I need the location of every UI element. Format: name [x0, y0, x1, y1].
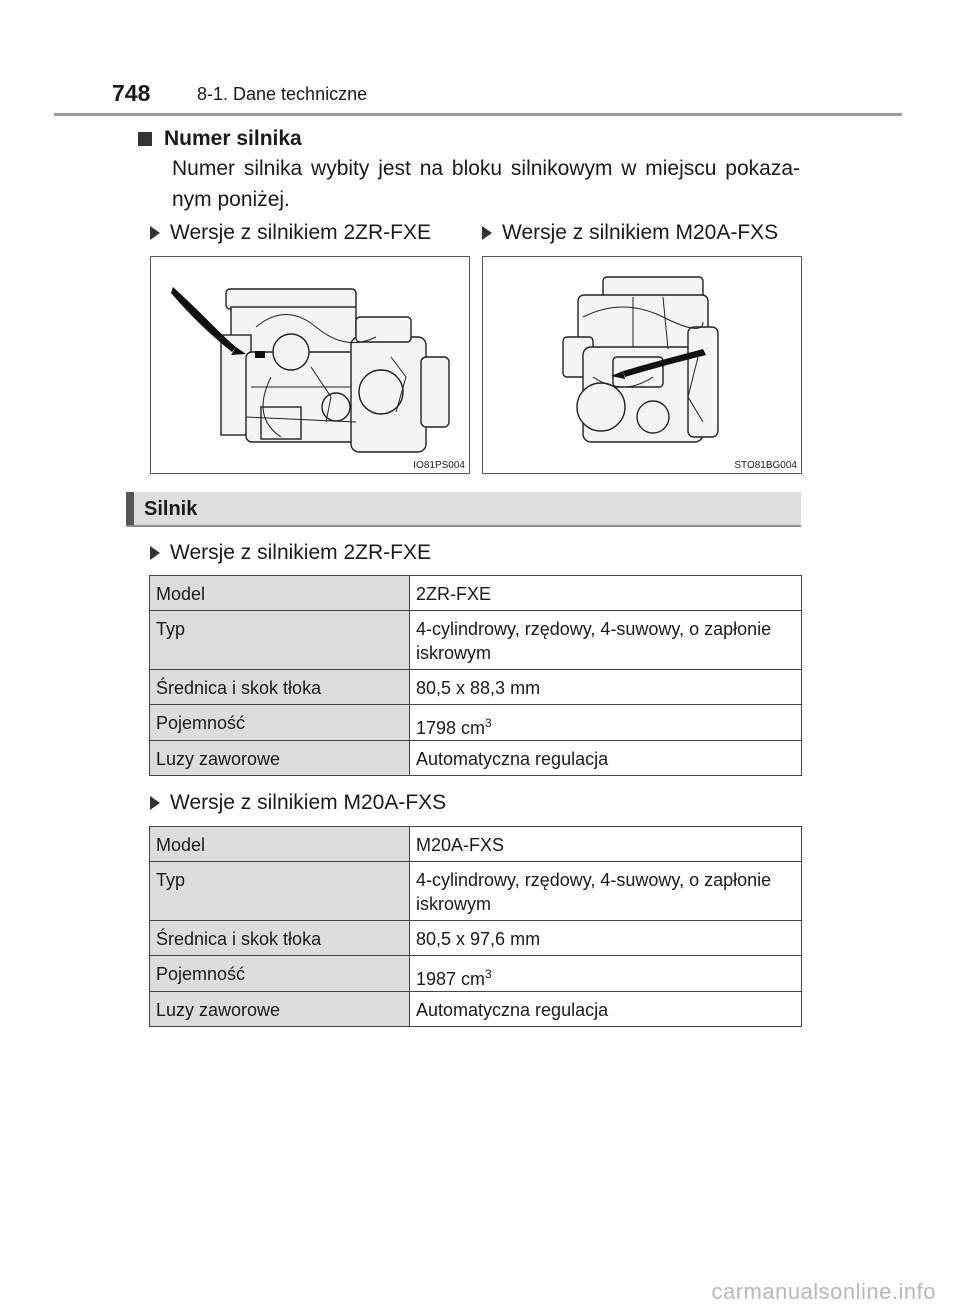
- table-cell-label: Pojemność: [150, 956, 410, 992]
- triangle-bullet-icon: [150, 546, 160, 560]
- silnik-section-title: Silnik: [144, 498, 198, 520]
- engine-spec-table-2zr: [149, 575, 802, 776]
- table-row: [150, 992, 802, 1027]
- triangle-bullet-icon: [482, 226, 492, 240]
- table-row: [150, 611, 802, 670]
- engine-spec-table-m20a: [149, 826, 802, 1027]
- section-accent-bar: [126, 492, 134, 525]
- table-cell-value: Automatyczna regulacja: [410, 741, 802, 776]
- variant-label-table2: [150, 791, 446, 815]
- engine-figure-m20a-fxs: [482, 256, 802, 474]
- triangle-bullet-icon: [150, 226, 160, 240]
- section-breadcrumb: 8-1. Dane techniczne: [197, 84, 368, 104]
- variant-label-table1: [150, 541, 431, 565]
- engine-drawing-2zr: [151, 257, 470, 474]
- silnik-section-header: [126, 492, 801, 527]
- table-cell-value: 1987 $cm^3$: [410, 956, 802, 992]
- variant-right-text: Wersje z silnikiem M20A-FXS: [502, 221, 779, 244]
- table-row: [150, 827, 802, 862]
- table-cell-value: 1798 $cm^3$: [410, 705, 802, 741]
- square-bullet-icon: [138, 132, 152, 146]
- triangle-bullet-icon: [150, 796, 160, 810]
- table-row: [150, 862, 802, 921]
- engine-number-title: Numer silnika: [164, 127, 302, 150]
- table-row: [150, 921, 802, 956]
- page-number: 748: [112, 80, 151, 106]
- table-cell-label: Model: [150, 576, 410, 611]
- engine-number-description: Numer silnika wybity jest na bloku silnikowym w miejscu pokaza-nym poniżej.: [172, 157, 800, 211]
- table-cell-label: Model: [150, 827, 410, 862]
- variant-left-text: Wersje z silnikiem 2ZR-FXE: [170, 221, 431, 244]
- table-cell-label: Pojemność: [150, 705, 410, 741]
- header-divider: [54, 113, 902, 116]
- engine-number-heading: [138, 127, 302, 151]
- table-cell-value: 4-cylindrowy, rzędowy, 4-suwowy, o zapłonie iskrowym: [410, 611, 802, 670]
- table-cell-label: Typ: [150, 611, 410, 670]
- variant-table1-text: Wersje z silnikiem 2ZR-FXE: [170, 541, 431, 564]
- table-cell-value: 4-cylindrowy, rzędowy, 4-suwowy, o zapłonie iskrowym: [410, 862, 802, 921]
- table-row: [150, 741, 802, 776]
- variant-label-right: [482, 221, 778, 245]
- table-cell-value: 80,5 x 97,6 mm: [410, 921, 802, 956]
- table-cell-label: Średnica i skok tłoka: [150, 921, 410, 956]
- table-cell-value: Automatyczna regulacja: [410, 992, 802, 1027]
- table-cell-value: 2ZR-FXE: [410, 576, 802, 611]
- figure-code-left: IO81PS004: [413, 460, 465, 471]
- table-cell-value: 80,5 x 88,3 mm: [410, 670, 802, 705]
- engine-figure-2zr-fxe: [150, 256, 470, 474]
- table-row: [150, 705, 802, 741]
- table-row: [150, 576, 802, 611]
- table-cell-label: Typ: [150, 862, 410, 921]
- engine-drawing-m20a: [483, 257, 802, 474]
- site-watermark: carmanualsonline.info: [711, 1279, 936, 1304]
- table-cell-label: Średnica i skok tłoka: [150, 670, 410, 705]
- figure-code-right: STO81BG004: [734, 460, 797, 471]
- table-row: [150, 956, 802, 992]
- table-row: [150, 670, 802, 705]
- table-cell-value: M20A-FXS: [410, 827, 802, 862]
- variant-label-left: [150, 221, 431, 245]
- variant-table2-text: Wersje z silnikiem M20A-FXS: [170, 791, 447, 814]
- table-cell-label: Luzy zaworowe: [150, 741, 410, 776]
- table-cell-label: Luzy zaworowe: [150, 992, 410, 1027]
